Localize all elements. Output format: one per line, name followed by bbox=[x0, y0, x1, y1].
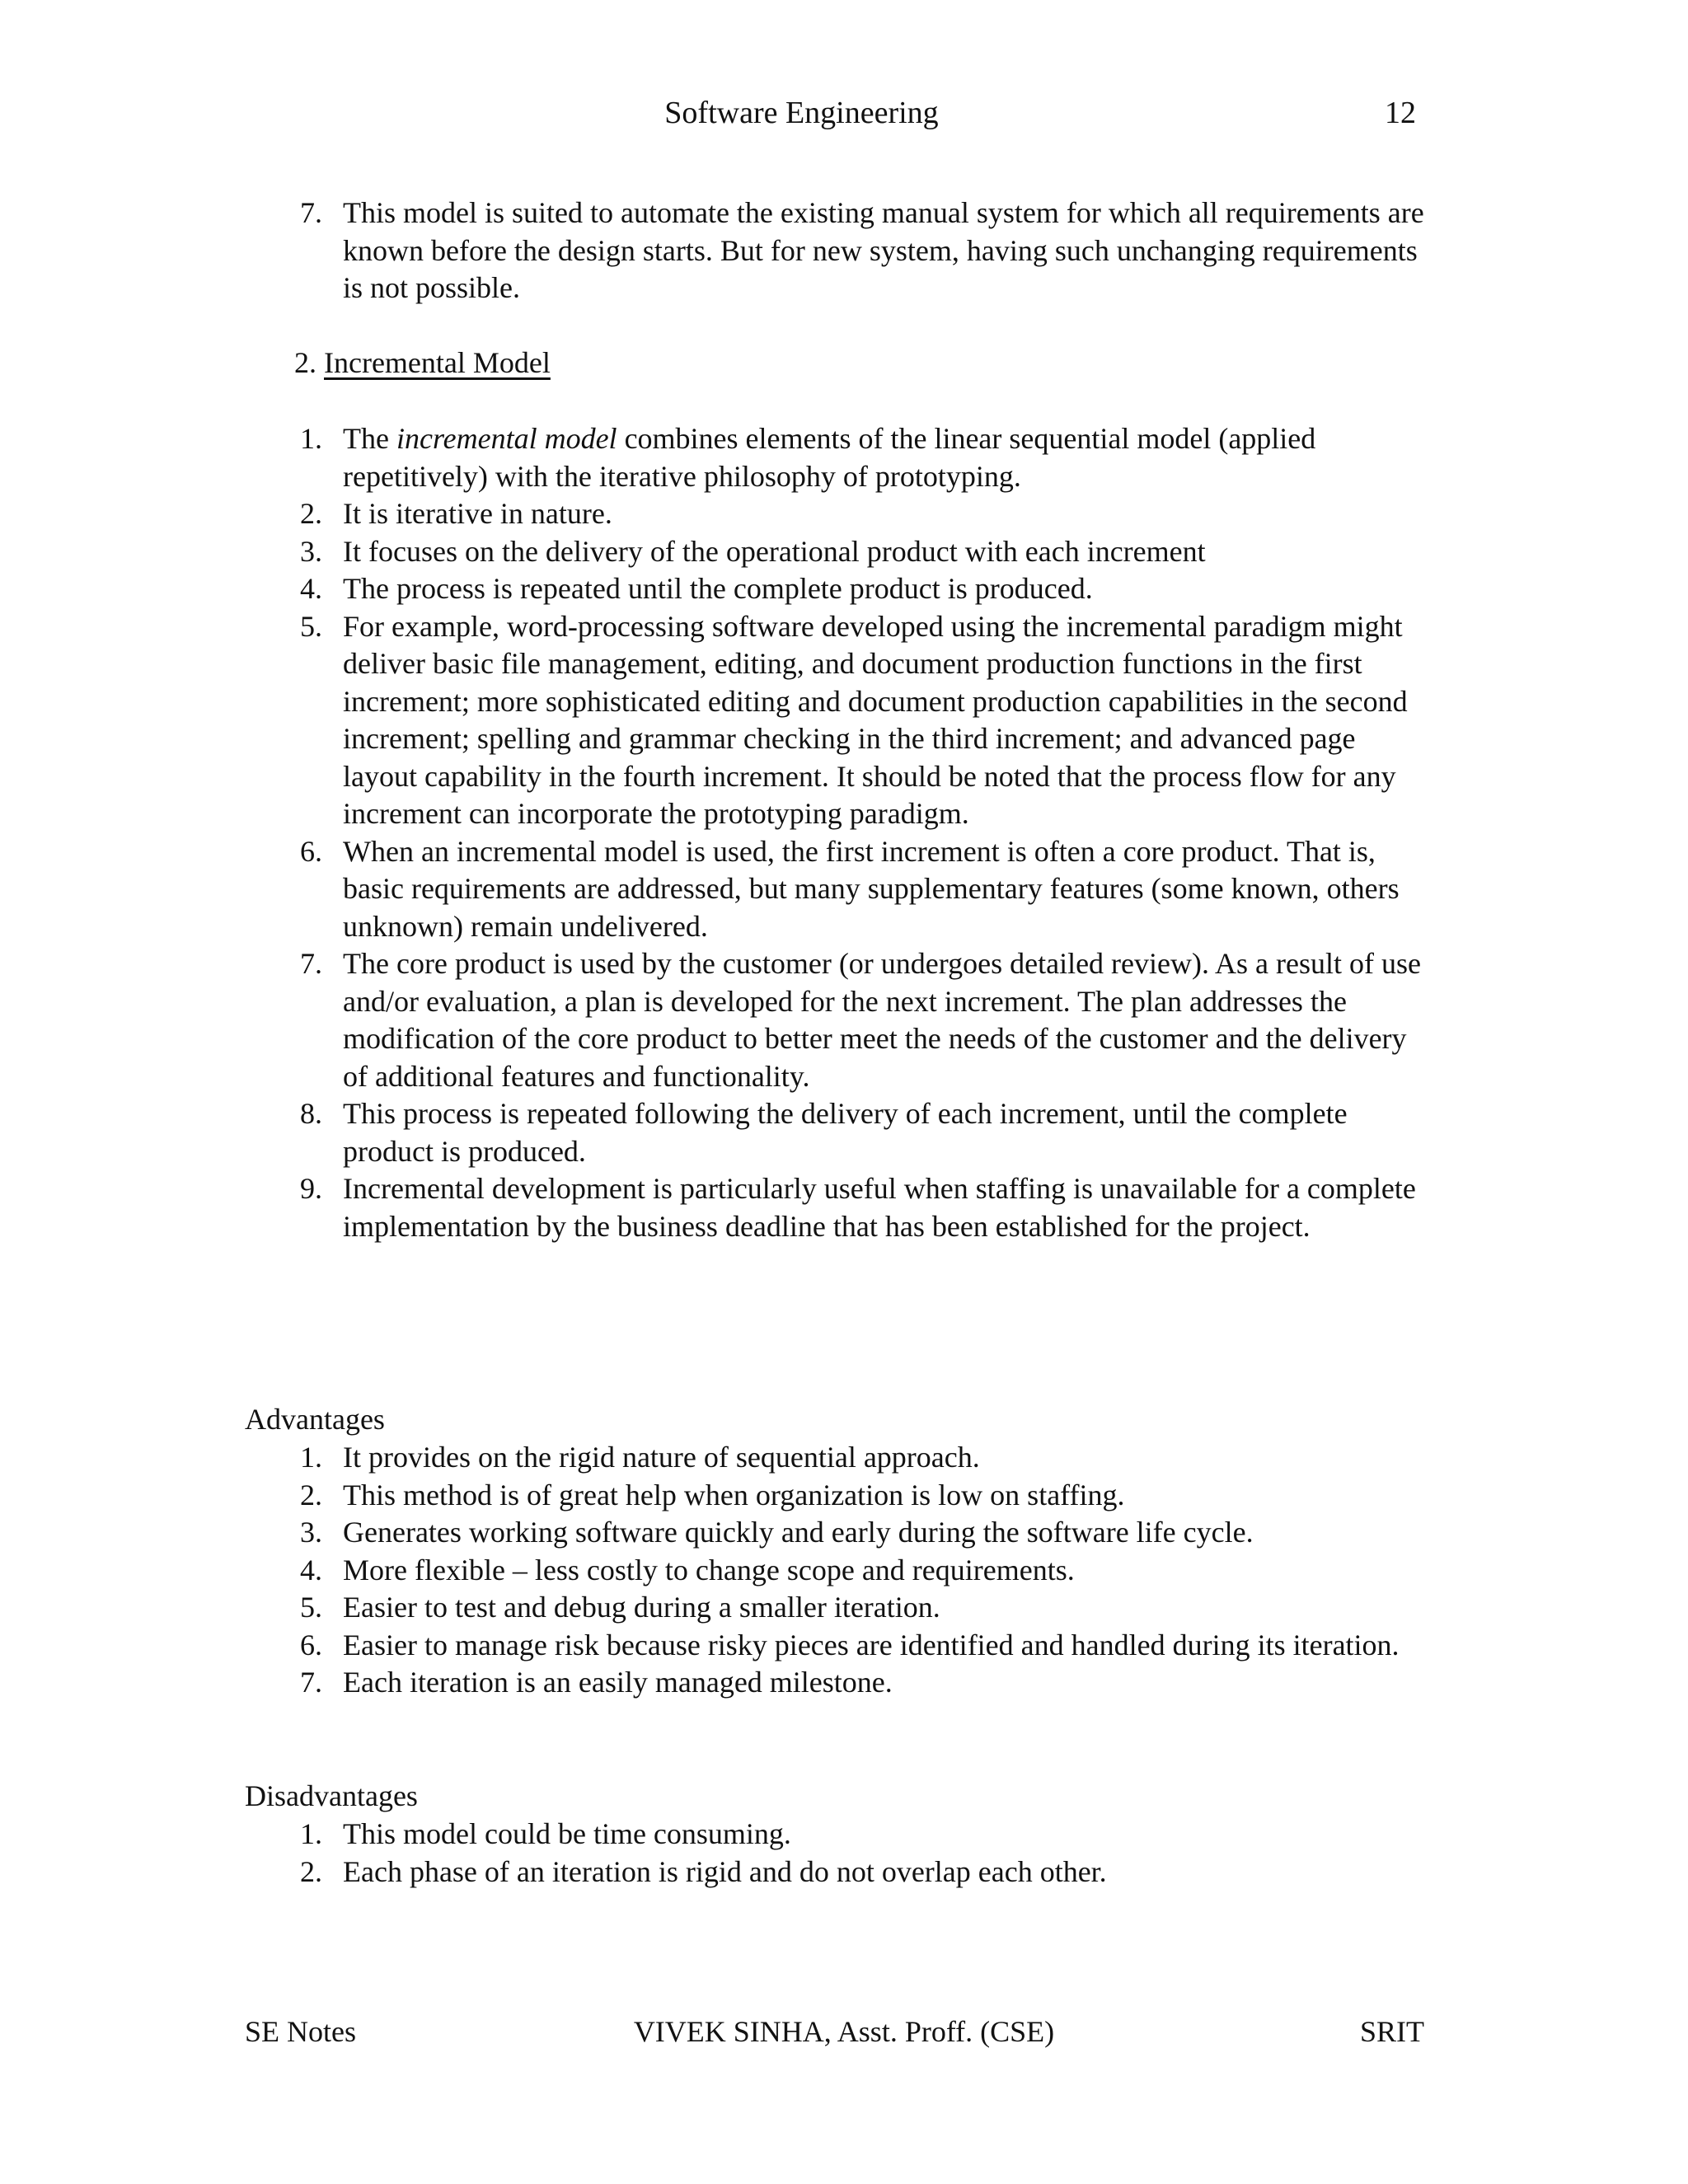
list-item-text: The process is repeated until the complete product is produced. bbox=[343, 572, 1093, 605]
page-number: 12 bbox=[1385, 96, 1416, 130]
list-item bbox=[0, 1854, 1688, 1891]
footer-left: SE Notes bbox=[245, 2015, 356, 2048]
list-item-number: 1. bbox=[300, 422, 322, 455]
list-item bbox=[0, 1170, 1688, 1245]
list-item-number: 7. bbox=[300, 1666, 322, 1699]
list-item bbox=[0, 495, 1688, 533]
list-item bbox=[0, 1552, 1688, 1590]
list-item-number: 3. bbox=[300, 534, 322, 568]
list-item bbox=[0, 1514, 1688, 1552]
list-item-text: This method is of great help when organization is low on staffing. bbox=[343, 1478, 1125, 1511]
list-item-text: It provides on the rigid nature of sequential approach. bbox=[343, 1441, 980, 1474]
list-item-text: Each phase of an iteration is rigid and do not overlap each other. bbox=[343, 1854, 1107, 1888]
list-item-text: Each iteration is an easily managed milestone. bbox=[343, 1666, 893, 1699]
list-item-text: Incremental development is particularly useful when staffing is unavailable for a complete implementation by the business deadline that has been established for the project. bbox=[343, 1172, 1416, 1243]
list-item bbox=[0, 1477, 1688, 1515]
list-item bbox=[0, 1816, 1688, 1854]
list-item-number: 2. bbox=[300, 497, 322, 530]
list-item-number: 7. bbox=[300, 947, 322, 980]
list-item-number: 6. bbox=[300, 834, 322, 868]
list-item-number: 2. bbox=[300, 1478, 322, 1511]
list-item bbox=[0, 420, 1688, 495]
list-item-text: This process is repeated following the delivery of each increment, until the complete product is produced. bbox=[343, 1097, 1348, 1168]
list-item-text: This model could be time consuming. bbox=[343, 1817, 791, 1850]
list-item bbox=[0, 1664, 1688, 1702]
list-item bbox=[0, 833, 1688, 946]
list-item-number: 1. bbox=[300, 1817, 322, 1850]
list-item bbox=[0, 533, 1688, 571]
list-item-number: 3. bbox=[300, 1516, 322, 1549]
list-item-number: 5. bbox=[300, 1591, 322, 1624]
list-item-text: When an incremental model is used, the first increment is often a core product. That is, basic requirements are addressed, but many supplementary features (some known, others unknown) remain undelivered. bbox=[343, 834, 1400, 943]
list-item-number: 5. bbox=[300, 609, 322, 643]
list-item-text: Easier to test and debug during a smaller iteration. bbox=[343, 1591, 940, 1624]
list-item-text: More flexible – less costly to change scope and requirements. bbox=[343, 1553, 1075, 1586]
list-item-number: 4. bbox=[300, 572, 322, 605]
list-item-text: The core product is used by the customer (or undergoes detailed review). As a result of use and/or evaluation, a plan is developed for the next increment. The plan addresses the modification of the core product to better meet the needs of the customer and the delivery of additional features and functionality. bbox=[343, 947, 1421, 1093]
list-item-number: 2. bbox=[300, 1854, 322, 1888]
emphasis-incremental-model: incremental model bbox=[396, 422, 617, 455]
list-item bbox=[0, 1095, 1688, 1170]
section-heading bbox=[294, 344, 551, 382]
page-header-title: Software Engineering bbox=[664, 96, 939, 130]
footer-right: SRIT bbox=[1360, 2015, 1425, 2048]
list-item-number: 4. bbox=[300, 1553, 322, 1586]
list-item-text-post: combines elements of the linear sequential model (applied repetitively) with the iterative philosophy of prototyping. bbox=[343, 422, 1316, 493]
list-item bbox=[0, 1627, 1688, 1665]
list-item-text: For example, word-processing software developed using the incremental paradigm might deliver basic file management, editing, and document production functions in the first increment; more sophisticated editing and document production capabilities in the second increment; spelling and grammar checking in the third increment; and advanced page layout capability in the fourth increment. It should be noted that the process flow for any increment can incorporate the prototyping paradigm. bbox=[343, 609, 1408, 830]
disadvantages-list bbox=[0, 1816, 1688, 1891]
list-item bbox=[0, 194, 1688, 307]
list-item-text: It focuses on the delivery of the operational product with each increment bbox=[343, 534, 1206, 568]
section-title: Incremental Model bbox=[324, 346, 551, 379]
list-item-text: It is iterative in nature. bbox=[343, 497, 612, 530]
list-item bbox=[0, 1589, 1688, 1627]
list-item-number: 1. bbox=[300, 1441, 322, 1474]
incremental-model-list bbox=[0, 420, 1688, 1245]
list-item bbox=[0, 945, 1688, 1095]
section-number: 2. bbox=[294, 346, 316, 379]
list-item-text: Easier to manage risk because risky pieces are identified and handled during its iteration. bbox=[343, 1628, 1400, 1661]
list-item-text bbox=[343, 420, 1431, 495]
list-item-text-pre: The bbox=[343, 422, 396, 455]
list-item-text: Generates working software quickly and early during the software life cycle. bbox=[343, 1516, 1254, 1549]
list-item-number: 6. bbox=[300, 1628, 322, 1661]
list-item bbox=[0, 608, 1688, 833]
advantages-heading: Advantages bbox=[245, 1403, 385, 1436]
list-item-text: This model is suited to automate the existing manual system for which all requirements are known before the design starts. But for new system, having such unchanging requirements is not possible. bbox=[343, 196, 1424, 304]
list-item-number: 8. bbox=[300, 1097, 322, 1130]
disadvantages-heading: Disadvantages bbox=[245, 1779, 418, 1812]
advantages-list bbox=[0, 1439, 1688, 1702]
list-item bbox=[0, 1439, 1688, 1477]
list-item-number: 9. bbox=[300, 1172, 322, 1205]
list-item-number: 7. bbox=[300, 196, 322, 229]
intro-list bbox=[0, 194, 1688, 307]
footer-center: VIVEK SINHA, Asst. Proff. (CSE) bbox=[633, 2015, 1055, 2048]
list-item bbox=[0, 570, 1688, 608]
